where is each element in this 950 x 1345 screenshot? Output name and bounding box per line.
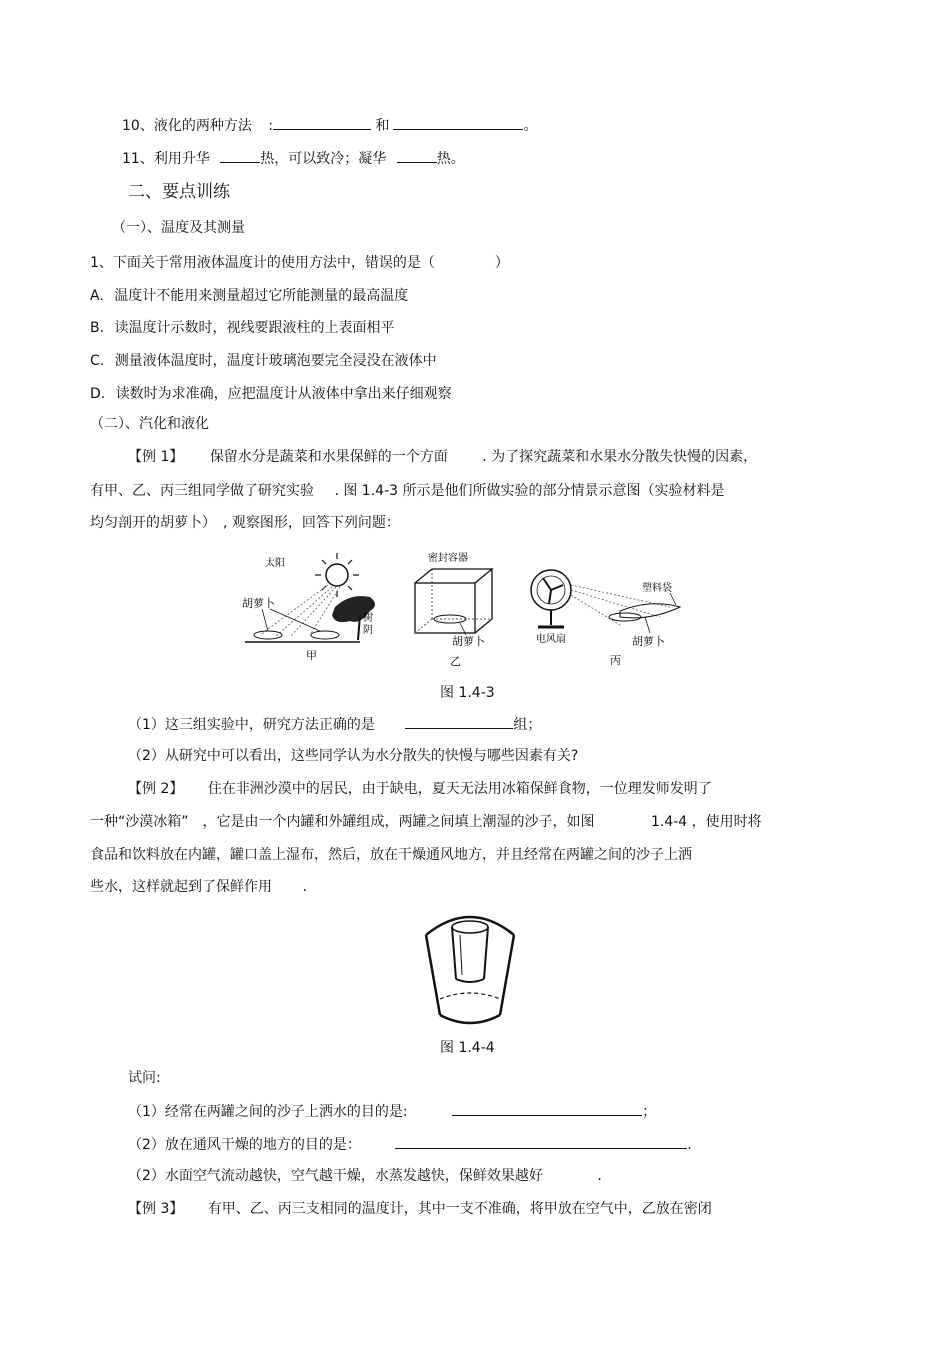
mc1-option-a[interactable] [90, 286, 408, 306]
ex2-q2-end: . [687, 1137, 692, 1153]
figure-1-4-4 [420, 905, 520, 1030]
ex2-text-4b: . [302, 879, 307, 895]
mc1-stem-text: 1、下面关于常用液体温度计的使用方法中，错误的是（ [90, 255, 435, 271]
ex2-text-1: 住在非洲沙漠中的居民，由于缺电，夏天无法用冰箱保鲜食物，一位理发师发明了 [207, 781, 712, 797]
figure-1-4-4-caption: 图 1.4-4 [440, 1040, 495, 1056]
option-label: C. [90, 353, 105, 369]
q11-blank-2[interactable] [397, 148, 437, 163]
ex2-q2-text: （2）放在通风干燥的地方的目的是： [128, 1137, 361, 1153]
ex1-q1 [128, 714, 541, 735]
ex2-q1-text: （1）经常在两罐之间的沙子上洒水的目的是: [128, 1104, 408, 1120]
ex2-q3-text: （2）水面空气流动越快，空气越干燥，水蒸发越快，保鲜效果越好 [128, 1168, 543, 1184]
ex2-text-2a: 一种“沙漠冰箱” ，它是由一个内罐和外罐组成，两罐之间填上潮湿的沙子，如图 [90, 814, 595, 830]
ex2-q2-blank[interactable] [395, 1134, 687, 1149]
ex1-line-1 [128, 447, 757, 467]
ex1-text-1b: . 为了探究蔬菜和水果水分散失快慢的因素， [482, 449, 758, 465]
plastic-bag [620, 604, 680, 618]
q10-line [122, 115, 537, 136]
svg-text:乙: 乙 [450, 655, 461, 668]
svg-text:胡萝卜: 胡萝卜 [632, 635, 665, 648]
q11-text1: 11、利用升华 [122, 151, 210, 167]
ex1-q1-end: 组； [513, 717, 542, 733]
panel-jia [242, 553, 375, 662]
ex3-tag: 【例 3】 [128, 1201, 184, 1217]
option-label: B. [90, 320, 105, 336]
inner-jar-rim [452, 921, 488, 933]
svg-text:胡萝卜: 胡萝卜 [242, 597, 275, 610]
ex1-q1-text: （1）这三组实验中，研究方法正确的是 [128, 717, 375, 733]
subsection-2-heading: （二）、汽化和液化 [90, 416, 209, 432]
option-text: 读温度计示数时，视线要跟液柱的上表面相平 [114, 320, 395, 336]
ex2-ask: 试问: [128, 1070, 161, 1086]
q10-text: 10、液化的两种方法 [122, 118, 252, 134]
ex3-text-1: 有甲、乙、丙三支相同的温度计，其中一支不准确，将甲放在空气中，乙放在密闭 [207, 1201, 712, 1217]
mc1-option-c[interactable] [90, 351, 437, 371]
ex2-line-4 [90, 877, 307, 897]
ex2-q1-end: ； [642, 1104, 657, 1120]
ex2-q1-blank[interactable] [452, 1101, 642, 1116]
option-label: D. [90, 386, 106, 402]
svg-text:胡萝卜: 胡萝卜 [452, 635, 485, 648]
q10-blank-1[interactable] [273, 115, 371, 130]
ex2-q3-end: . [597, 1168, 602, 1184]
ex2-q3 [128, 1166, 602, 1186]
ex2-q1 [128, 1101, 656, 1122]
sun-icon [326, 564, 348, 586]
svg-text:密封容器: 密封容器 [428, 553, 468, 564]
panel-bing [531, 570, 680, 667]
ex2-line-2 [90, 812, 762, 832]
ex1-line-2 [90, 481, 724, 501]
ex2-text-2b: 1.4-4 ，使用时将 [650, 814, 762, 830]
inner-jar-bottom [456, 979, 484, 982]
ex2-text-4a: 些水，这样就起到了保鲜作用 [90, 879, 272, 895]
svg-text:太阳: 太阳 [265, 558, 285, 569]
ex3-line-1 [128, 1199, 712, 1219]
carrot-shade [311, 631, 339, 639]
figure-1-4-3-caption: 图 1.4-3 [440, 685, 495, 701]
q11-blank-1[interactable] [220, 148, 260, 163]
ex2-line-1 [128, 779, 712, 799]
q10-colon: : [268, 118, 273, 134]
sealed-container [415, 583, 475, 633]
ex1-line-3: 均匀剖开的胡萝卜） , 观察图形，回答下列问题： [90, 515, 400, 531]
mc1-option-d[interactable] [90, 384, 452, 404]
ex1-q1-blank[interactable] [405, 714, 513, 729]
mc1-option-b[interactable] [90, 318, 395, 338]
ex1-text-1a: 保留水分是蔬菜和水果保鲜的一个方面 [209, 449, 448, 465]
q11-text3: 热。 [436, 151, 465, 167]
option-text: 温度计不能用来测量超过它所能测量的最高温度 [114, 288, 409, 304]
panel-yi [415, 551, 492, 668]
svg-text:电风扇: 电风扇 [536, 634, 566, 645]
svg-text:树: 树 [363, 613, 373, 624]
subsection-1-heading: （一）、温度及其测量 [112, 220, 245, 236]
q11-text2: 热，可以致冷；凝华 [260, 151, 387, 167]
ex1-text-2b: . 图 1.4-3 所示是他们所做实验的部分情景示意图（实验材料是 [334, 483, 725, 499]
q10-blank-2[interactable] [393, 115, 523, 130]
mc1-paren-close: ） [494, 255, 509, 271]
outer-jar-bottom [440, 1015, 500, 1023]
ex1-text-2a: 有甲、乙、丙三组同学做了研究实验 [90, 483, 314, 499]
option-text: 测量液体温度时，温度计玻璃泡要完全浸没在液体中 [114, 353, 437, 369]
q11-line [122, 148, 465, 169]
svg-text:甲: 甲 [306, 649, 317, 662]
option-text: 读数时为求准确，应把温度计从液体中拿出来仔细观察 [115, 386, 452, 402]
ex2-q2 [128, 1134, 692, 1155]
svg-text:丙: 丙 [610, 654, 621, 667]
q10-end: 。 [523, 118, 538, 134]
q10-and: 和 [375, 118, 390, 134]
ex1-tag: 【例 1】 [128, 449, 184, 465]
ex2-line-3: 食品和饮料放在内罐，罐口盖上湿布，然后，放在干燥通风地方，并且经常在两罐之间的沙子上洒 [90, 847, 692, 863]
svg-text:塑料袋: 塑料袋 [642, 583, 672, 594]
mc1-stem [90, 253, 509, 273]
ex1-q2: （2）从研究中可以看出，这些同学认为水分散失的快慢与哪些因素有关? [128, 748, 579, 764]
ex2-tag: 【例 2】 [128, 781, 184, 797]
option-label: A. [90, 288, 104, 304]
svg-text:阴: 阴 [363, 625, 373, 636]
figure-1-4-3 [240, 545, 700, 670]
carrot-fan [609, 613, 641, 621]
section-heading: 二、要点训练 [128, 182, 230, 202]
